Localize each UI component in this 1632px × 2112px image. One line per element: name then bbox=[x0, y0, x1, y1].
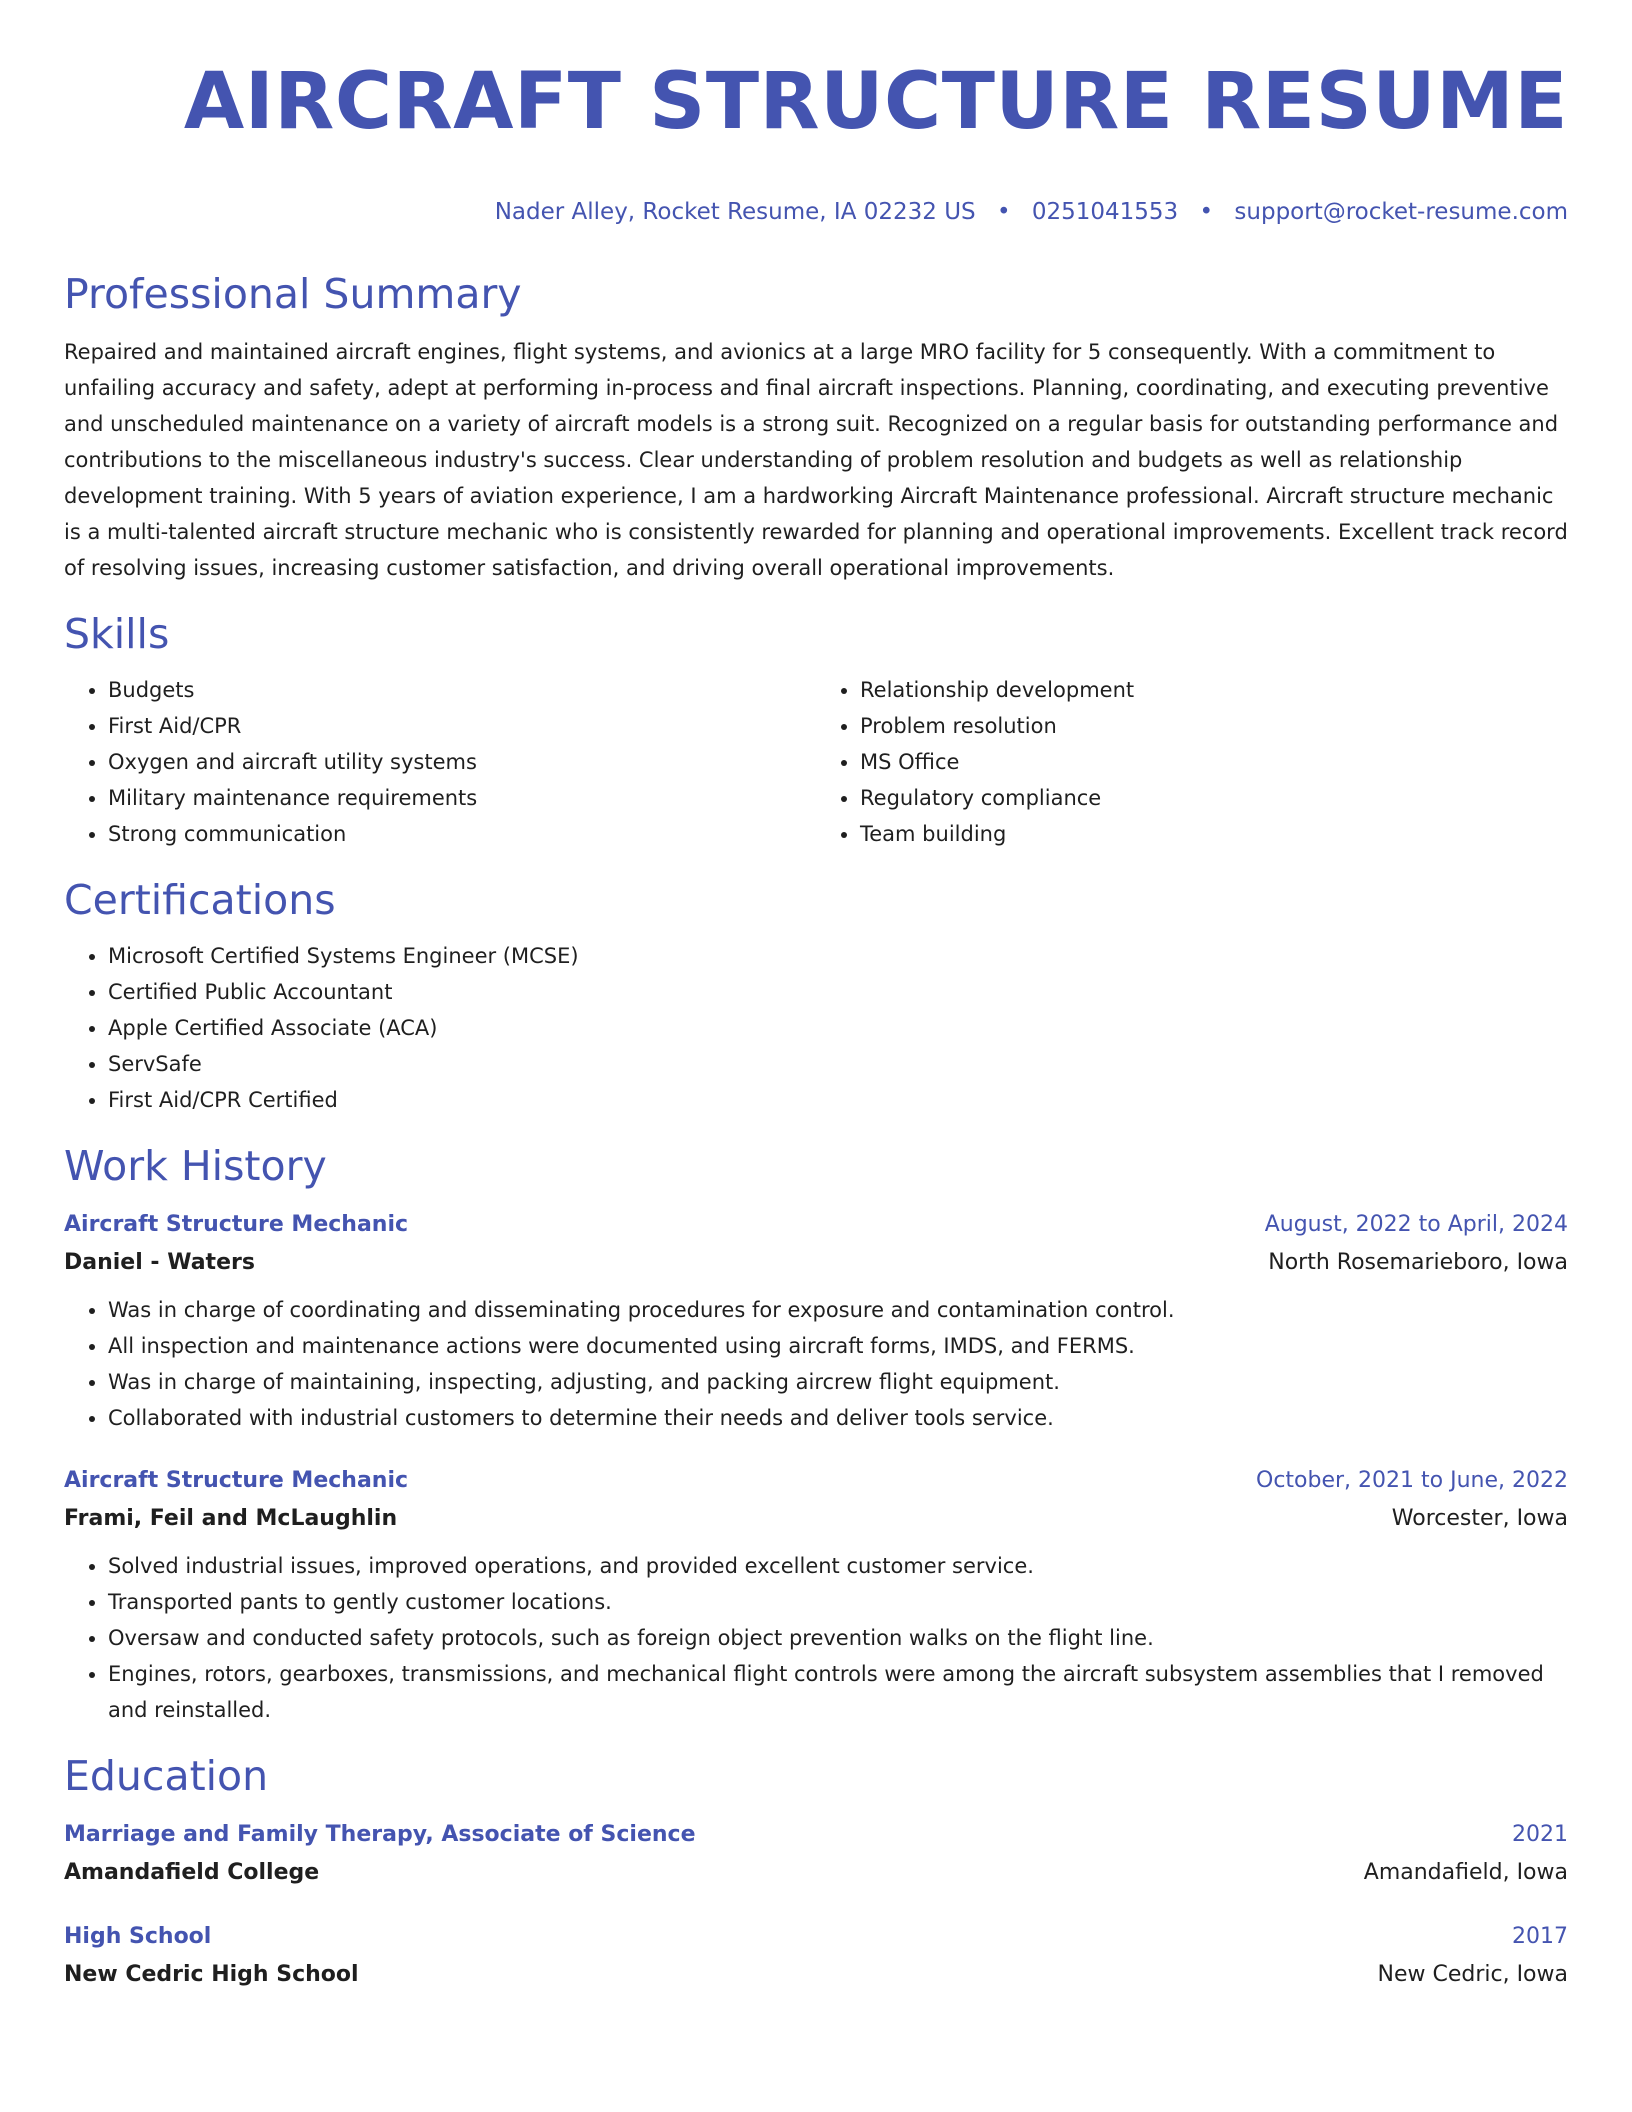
job-bullets bbox=[64, 1292, 1568, 1436]
certification-item: • Apple Certified Associate (ACA) bbox=[108, 1010, 1568, 1046]
job-entry bbox=[64, 1206, 1568, 1436]
work-history-section bbox=[64, 1140, 1568, 1728]
job-bullet: • Oversaw and conducted safety protocols, such as foreign object prevention walks on the flight line. bbox=[108, 1620, 1568, 1656]
contact-address: Nader Alley, Rocket Resume, IA 02232 US bbox=[494, 199, 976, 225]
skill-item: • Military maintenance requirements bbox=[108, 780, 816, 816]
skills-heading: Skills bbox=[64, 610, 170, 658]
skill-item: • First Aid/CPR bbox=[108, 708, 816, 744]
skills-section bbox=[64, 608, 1568, 852]
contact-separator: • bbox=[996, 199, 1011, 225]
job-location: North Rosemarieboro, Iowa bbox=[1268, 1250, 1568, 1275]
summary-heading: Professional Summary bbox=[64, 270, 522, 318]
skill-item: • Team building bbox=[860, 816, 1568, 852]
job-company-row bbox=[64, 1500, 1568, 1538]
job-bullet: • Was in charge of maintaining, inspecting, adjusting, and packing aircrew flight equipment. bbox=[108, 1364, 1568, 1400]
contact-separator: • bbox=[1199, 199, 1214, 225]
education-school: New Cedric High School bbox=[64, 1962, 359, 1987]
job-role: Aircraft Structure Mechanic bbox=[64, 1468, 409, 1493]
contact-email: support@rocket-resume.com bbox=[1234, 199, 1568, 225]
education-location: Amandafield, Iowa bbox=[1363, 1860, 1568, 1885]
certifications-heading: Certifications bbox=[64, 876, 336, 924]
skill-item: • Strong communication bbox=[108, 816, 816, 852]
certification-item: • Certified Public Accountant bbox=[108, 974, 1568, 1010]
job-bullet: • All inspection and maintenance actions were documented using aircraft forms, IMDS, and FERMS. bbox=[108, 1328, 1568, 1364]
education-entry bbox=[64, 1918, 1568, 1994]
education-section bbox=[64, 1750, 1568, 1994]
job-bullet: • Engines, rotors, gearboxes, transmissions, and mechanical flight controls were among the aircraft subsystem assemblies that I removed and reinstalled. bbox=[108, 1656, 1568, 1728]
education-degree: Marriage and Family Therapy, Associate of Science bbox=[64, 1822, 696, 1847]
job-company-row bbox=[64, 1244, 1568, 1282]
education-location: New Cedric, Iowa bbox=[1377, 1962, 1568, 1987]
education-year: 2017 bbox=[1512, 1924, 1568, 1949]
job-entry bbox=[64, 1462, 1568, 1728]
skills-list-left bbox=[64, 672, 816, 852]
skill-item: • Problem resolution bbox=[860, 708, 1568, 744]
job-bullet: • Solved industrial issues, improved operations, and provided excellent customer service. bbox=[108, 1548, 1568, 1584]
certifications-list bbox=[64, 938, 1568, 1118]
education-year: 2021 bbox=[1512, 1822, 1568, 1847]
job-bullet: • Transported pants to gently customer locations. bbox=[108, 1584, 1568, 1620]
education-degree-row bbox=[64, 1816, 1568, 1854]
certification-item: • First Aid/CPR Certified bbox=[108, 1082, 1568, 1118]
job-title-row bbox=[64, 1462, 1568, 1500]
skills-columns bbox=[64, 660, 1568, 852]
skill-item: • Budgets bbox=[108, 672, 816, 708]
job-company: Frami, Feil and McLaughlin bbox=[64, 1506, 398, 1531]
skill-item: • Relationship development bbox=[860, 672, 1568, 708]
skill-item: • Regulatory compliance bbox=[860, 780, 1568, 816]
education-entry bbox=[64, 1816, 1568, 1892]
job-location: Worcester, Iowa bbox=[1391, 1506, 1568, 1531]
job-bullet: • Collaborated with industrial customers to determine their needs and deliver tools service. bbox=[108, 1400, 1568, 1436]
education-heading: Education bbox=[64, 1752, 269, 1800]
job-bullets bbox=[64, 1548, 1568, 1728]
job-bullet: • Was in charge of coordinating and disseminating procedures for exposure and contamination control. bbox=[108, 1292, 1568, 1328]
summary-text: Repaired and maintained aircraft engines, flight systems, and avionics at a large MRO facility for 5 consequently. With a commitment to unfailing accuracy and safety, adept at performing in-process and final aircraft inspections. Planning, coordinating, and executing preventive and unscheduled maintenance on a variety of aircraft models is a strong suit. Recognized on a regular basis for outstanding performance and contributions to the miscellaneous industry's success. Clear understanding of problem resolution and budgets as well as relationship development training. With 5 years of aviation experience, I am a hardworking Aircraft Maintenance professional. Aircraft structure mechanic is a multi-talented aircraft structure mechanic who is consistently rewarded for planning and operational improvements. Excellent track record of resolving issues, increasing customer satisfaction, and driving overall operational improvements. bbox=[64, 340, 1568, 580]
education-degree-row bbox=[64, 1918, 1568, 1956]
education-school-row bbox=[64, 1854, 1568, 1892]
job-dates: October, 2021 to June, 2022 bbox=[1256, 1468, 1568, 1493]
job-role: Aircraft Structure Mechanic bbox=[64, 1212, 409, 1237]
education-school: Amandafield College bbox=[64, 1860, 320, 1885]
resume-title: AIRCRAFT STRUCTURE RESUME bbox=[183, 57, 1568, 147]
contact-line bbox=[64, 196, 1568, 228]
certification-item: • Microsoft Certified Systems Engineer (MCSE) bbox=[108, 938, 1568, 974]
contact-phone: 0251041553 bbox=[1031, 199, 1179, 225]
job-dates: August, 2022 to April, 2024 bbox=[1264, 1212, 1568, 1237]
skills-list-right bbox=[816, 672, 1568, 852]
work-history-heading: Work History bbox=[64, 1142, 327, 1190]
job-company: Daniel - Waters bbox=[64, 1250, 255, 1275]
certification-item: • ServSafe bbox=[108, 1046, 1568, 1082]
skill-item: • Oxygen and aircraft utility systems bbox=[108, 744, 816, 780]
certifications-section bbox=[64, 874, 1568, 1118]
summary-section bbox=[64, 268, 1568, 586]
education-school-row bbox=[64, 1956, 1568, 1994]
skill-item: • MS Office bbox=[860, 744, 1568, 780]
job-title-row bbox=[64, 1206, 1568, 1244]
education-degree: High School bbox=[64, 1924, 212, 1949]
